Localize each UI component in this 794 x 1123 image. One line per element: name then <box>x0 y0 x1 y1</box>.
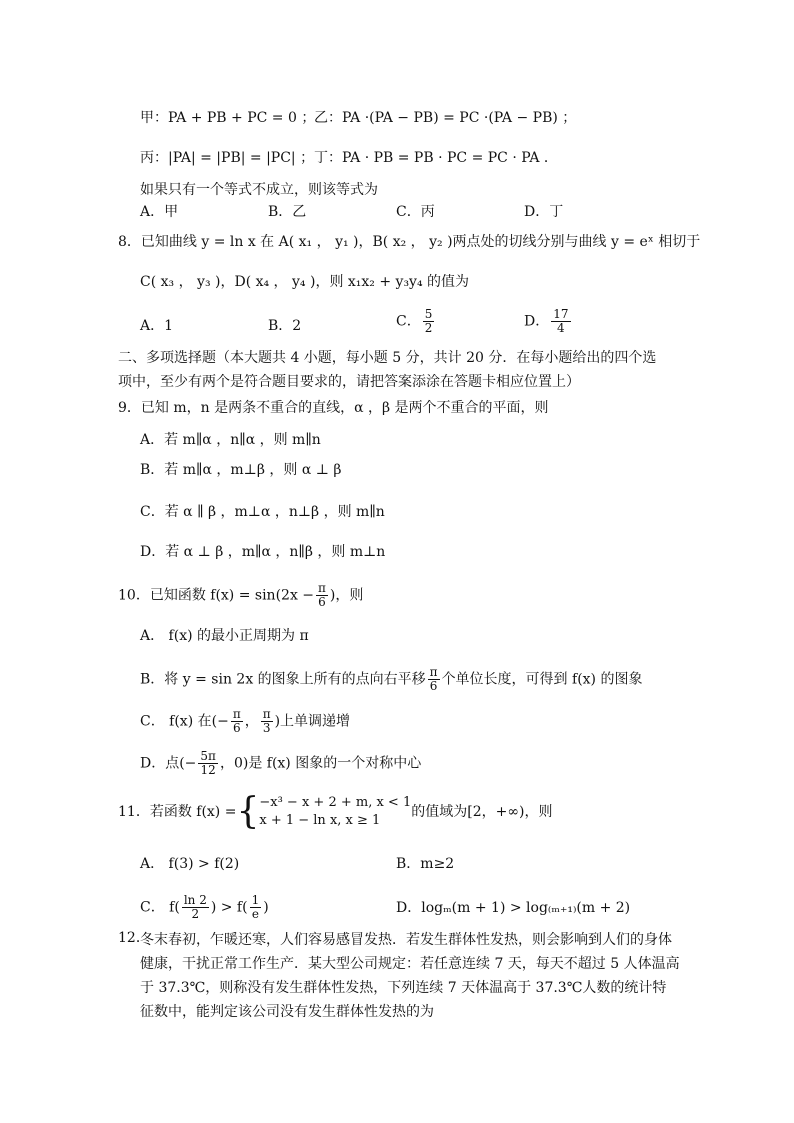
q7-option-c: C．丙 <box>396 204 435 220</box>
q8-option-a: A．1 <box>140 318 174 334</box>
q10-option-a: A． f(x) 的最小正周期为 π <box>140 628 309 644</box>
piecewise-brace: { <box>236 791 260 832</box>
q7-option-a: A．甲 <box>140 204 179 220</box>
q12-stem: 冬末春初，乍暖还寒，人们容易感冒发热．若发生群体性发热，则会影响到人们的身体健康，干扰正常工作生产．某大型公司规定：若任意连续 7 天，每天不超过 5 人体温高于 37.3℃，则称没有发生群体性发热，下列连续 7 天体温高于 37.3℃人数的统计特征数中，能判定该公司没有发生群体性发热的为 <box>140 932 680 1020</box>
q9-option-b: B．若 m∥α ，m⊥β ，则 α ⊥ β <box>140 462 342 478</box>
q11-option-c: C． f( $\frac{\ln 2}{2}$ ) > f( $\frac{1}{e}$ ) <box>140 893 269 921</box>
q8-option-b: B．2 <box>268 318 302 334</box>
q10-option-d: D．点(− $\frac{5\pi}{12}$ ，0)是 f(x) 图象的一个对称中心 <box>140 749 422 777</box>
q7-yi: 乙：PA ·(PA − PB) = PC ·(PA − PB) ； <box>314 110 577 126</box>
q7-bing: 丙：|PA| = |PB| = |PC| ； <box>140 150 315 166</box>
q11-option-d: D．logₘ(m + 1) > log₍ₘ₊₁₎(m + 2) <box>396 900 631 916</box>
q7-jia: 甲：PA + PB + PC = 0 ； <box>140 110 316 126</box>
q10-stem: 10．已知函数 f(x) = sin(2x − $\frac{\pi}{6}$ )，则 <box>118 581 364 609</box>
q11-option-b: B．m≥2 <box>396 856 455 872</box>
q9-stem: 9．已知 m，n 是两条不重合的直线，α ，β 是两个不重合的平面，则 <box>118 400 549 416</box>
q7-option-d: D．丁 <box>524 204 564 220</box>
q10-option-c: C． f(x) 在(− $\frac{\pi}{6}$ ， $\frac{\pi}{3}$ )上单调递增 <box>140 707 351 735</box>
q7-prompt: 如果只有一个等式不成立，则该等式为 <box>140 182 378 198</box>
q7-option-b: B．乙 <box>268 204 307 220</box>
q7-ding: 丁：PA · PB = PB · PC = PC · PA ． <box>314 150 558 166</box>
q8-option-c: C． $\frac{5}{2}$ <box>396 307 433 335</box>
q10-option-b: B．将 y = sin 2x 的图象上所有的点向右平移 $\frac{\pi}{6}$ 个单位长度，可得到 f(x) 的图象 <box>140 665 643 693</box>
q8-stem: 8．已知曲线 y = ln x 在 A( x₁ ， y₁ )，B( x₂ ， y₂ )两点处的切线分别与曲线 y = eˣ 相切于 <box>118 234 701 250</box>
q8-option-d: D． $\frac{17}{4}$ <box>524 307 569 335</box>
q11-option-a: A． f(3) > f(2) <box>140 856 240 872</box>
q12-number: 12． <box>118 930 150 946</box>
section-2-heading: 二、多项选择题（本大题共 4 小题，每小题 5 分，共计 20 分．在每小题给出的四个选项中，至少有两个是符合题目要求的，请把答案添涂在答题卡相应位置上） <box>118 350 657 390</box>
q8-stem-cont: C( x₃ ， y₃ )，D( x₄ ， y₄ )，则 x₁x₂ + y₃y₄ 的值为 <box>140 274 470 290</box>
q9-option-c: C．若 α ∥ β ，m⊥α ，n⊥β ，则 m∥n <box>140 504 385 520</box>
q9-option-d: D．若 α ⊥ β ，m∥α ，n∥β ，则 m⊥n <box>140 544 386 560</box>
q9-option-a: A．若 m∥α ，n∥α ，则 m∥n <box>140 432 321 448</box>
q11-stem: 11．若函数 f(x) ={ −x³ − x + 2 + m, x < 1 x + 1 − ln x, x ≥ 1 的值域为[2，+∞)，则 <box>118 791 553 832</box>
